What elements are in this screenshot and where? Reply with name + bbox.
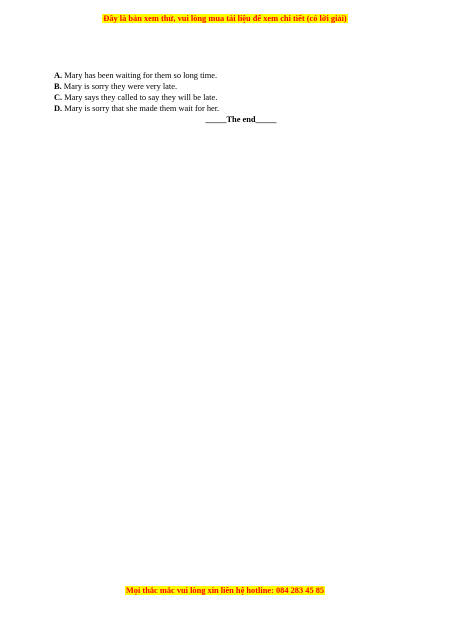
end-marker: _____The end_____ [205,115,277,124]
option-letter: B. [54,82,62,91]
hotline-notice-banner [0,585,450,596]
preview-notice-text: Đây là bản xem thử, vui lòng mua tài liệu để xem chi tiết (có lời giải) [103,14,347,23]
option-text: Mary is sorry they were very late. [63,82,178,91]
answer-option-b [54,81,414,92]
answer-options-list [54,70,414,114]
preview-notice-banner [0,13,450,24]
option-letter: A. [54,71,63,80]
option-text: Mary is sorry that she made them wait for her. [64,104,220,113]
hotline-notice-text: Mọi thắc mắc vui lòng xin liên hệ hotline: 084 283 45 85 [125,586,325,595]
option-text: Mary has been waiting for them so long time. [64,71,218,80]
option-text: Mary says they called to say they will be late. [64,93,218,102]
answer-option-d [54,103,414,114]
option-letter: D. [54,104,63,113]
answer-option-a [54,70,414,81]
answer-option-c [54,92,414,103]
option-letter: C. [54,93,63,102]
